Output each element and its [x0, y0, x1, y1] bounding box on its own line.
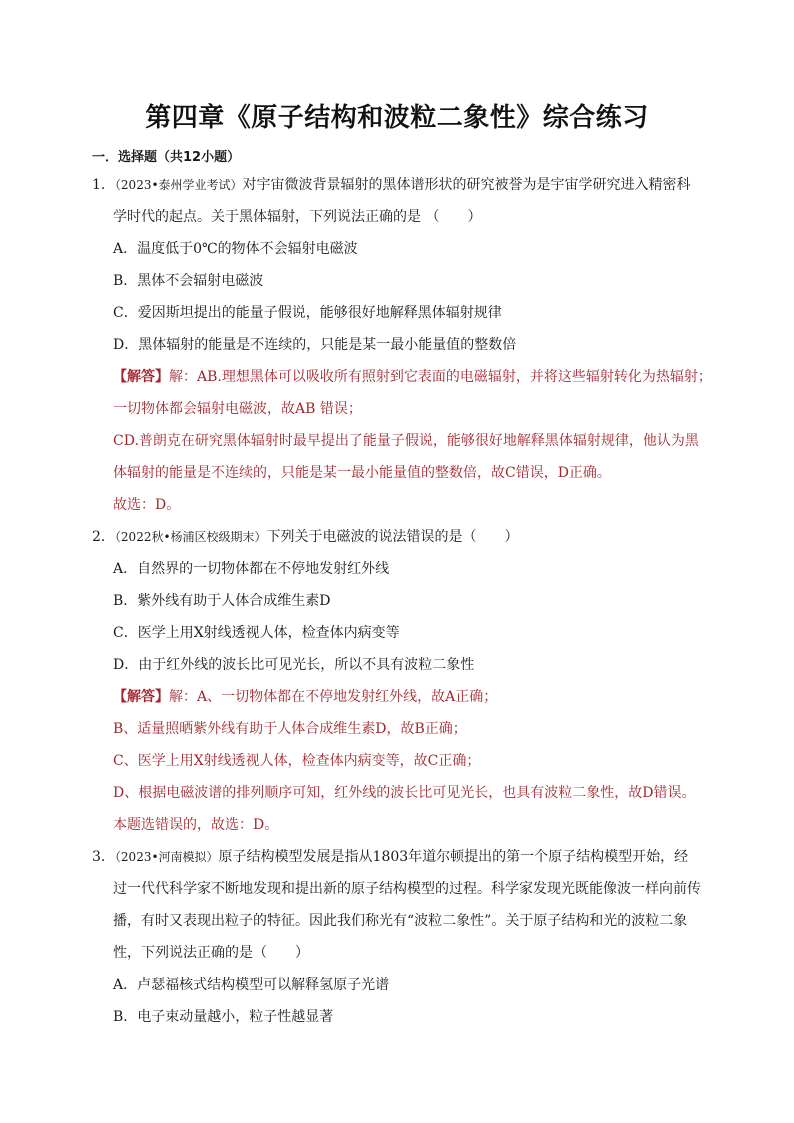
question-source: （2023•泰州学业考试） — [114, 178, 243, 192]
question-3-stem-cont: 性，下列说法正确的是（ ） — [113, 945, 309, 961]
page-title: 第四章《原子结构和波粒二象性》综合练习 — [145, 103, 649, 133]
answer-text: 解：AB.理想黑体可以吸收所有照射到它表面的电磁辐射，并将这些辐射转化为热辐射； — [169, 369, 712, 385]
question-2-answer-line: 本题选错误的，故选：D。 — [113, 817, 279, 833]
question-3-stem-cont: 过一代代科学家不断地发现和提出新的原子结构模型的过程。科学家发现光既能像波一样向前传 — [113, 881, 701, 897]
question-2-option-b: B．紫外线有助于人体合成维生素D — [113, 593, 331, 609]
question-3-stem-cont: 播，有时又表现出粒子的特征。因此我们称光有“波粒二象性”。关于原子结构和光的波粒二象 — [113, 913, 688, 929]
question-number: 2． — [92, 529, 115, 545]
answer-text: 解：A、一切物体都在不停地发射红外线，故A正确； — [169, 689, 498, 705]
question-2-answer-line: C、医学上用X射线透视人体，检查体内病变等，故C正确； — [113, 753, 481, 769]
answer-tag: 【解答】 — [113, 369, 169, 385]
section-heading: 一．选择题（共12小题） — [92, 150, 241, 165]
question-1-stem — [92, 175, 691, 195]
question-stem-text: 原子结构模型发展是指从1803年道尔顿提出的第一个原子结构模型开始，经 — [218, 849, 689, 865]
question-2-answer-line: B、适量照晒紫外线有助于人体合成维生素D，故B正确； — [113, 721, 467, 737]
question-1-option-b: B．黑体不会辐射电磁波 — [113, 273, 264, 289]
question-1-answer-line: 一切物体都会辐射电磁波，故AB 错误； — [113, 401, 362, 417]
question-2-stem — [92, 527, 519, 547]
question-source: （2023•河南模拟） — [114, 850, 219, 864]
question-1-option-c: C．爱因斯坦提出的能量子假说，能够很好地解释黑体辐射规律 — [113, 305, 502, 321]
question-3-stem — [92, 847, 688, 867]
question-2-answer-line — [113, 687, 497, 707]
question-2-option-c: C．医学上用X射线透视人体，检查体内病变等 — [113, 625, 400, 641]
question-stem-text: 下列关于电磁波的说法错误的是（ ） — [266, 529, 519, 545]
question-1-option-d: D．黑体辐射的能量是不连续的，只能是某一最小能量值的整数倍 — [113, 337, 517, 353]
answer-tag: 【解答】 — [113, 689, 169, 705]
question-1-answer-line: 体辐射的能量是不连续的，只能是某一最小能量值的整数倍，故C错误，D正确。 — [113, 465, 611, 481]
question-number: 3． — [92, 849, 115, 865]
question-number: 1． — [92, 177, 115, 193]
question-3-option-a: A．卢瑟福核式结构模型可以解释氢原子光谱 — [113, 977, 390, 993]
question-1-answer-line — [113, 367, 712, 387]
question-1-answer-line: CD.普朗克在研究黑体辐射时最早提出了能量子假说，能够很好地解释黑体辐射规律，他认为黑 — [113, 433, 699, 449]
question-2-answer-line: D、根据电磁波谱的排列顺序可知，红外线的波长比可见光长，也具有波粒二象性，故D错误。 — [113, 785, 696, 801]
question-1-answer-line: 故选：D。 — [113, 497, 181, 513]
question-source: （2022秋•杨浦区校级期末） — [114, 530, 267, 544]
question-1-option-a: A．温度低于0℃的物体不会辐射电磁波 — [113, 241, 358, 257]
question-2-option-d: D．由于红外线的波长比可见光长，所以不具有波粒二象性 — [113, 657, 475, 673]
question-2-option-a: A．自然界的一切物体都在不停地发射红外线 — [113, 561, 390, 577]
question-1-stem-cont: 学时代的起点。关于黑体辐射，下列说法正确的是 （ ） — [113, 209, 482, 225]
question-3-option-b: B．电子束动量越小，粒子性越显著 — [113, 1009, 334, 1025]
question-stem-text: 对宇宙微波背景辐射的黑体谱形状的研究被誉为是宇宙学研究进入精密科 — [242, 177, 691, 193]
